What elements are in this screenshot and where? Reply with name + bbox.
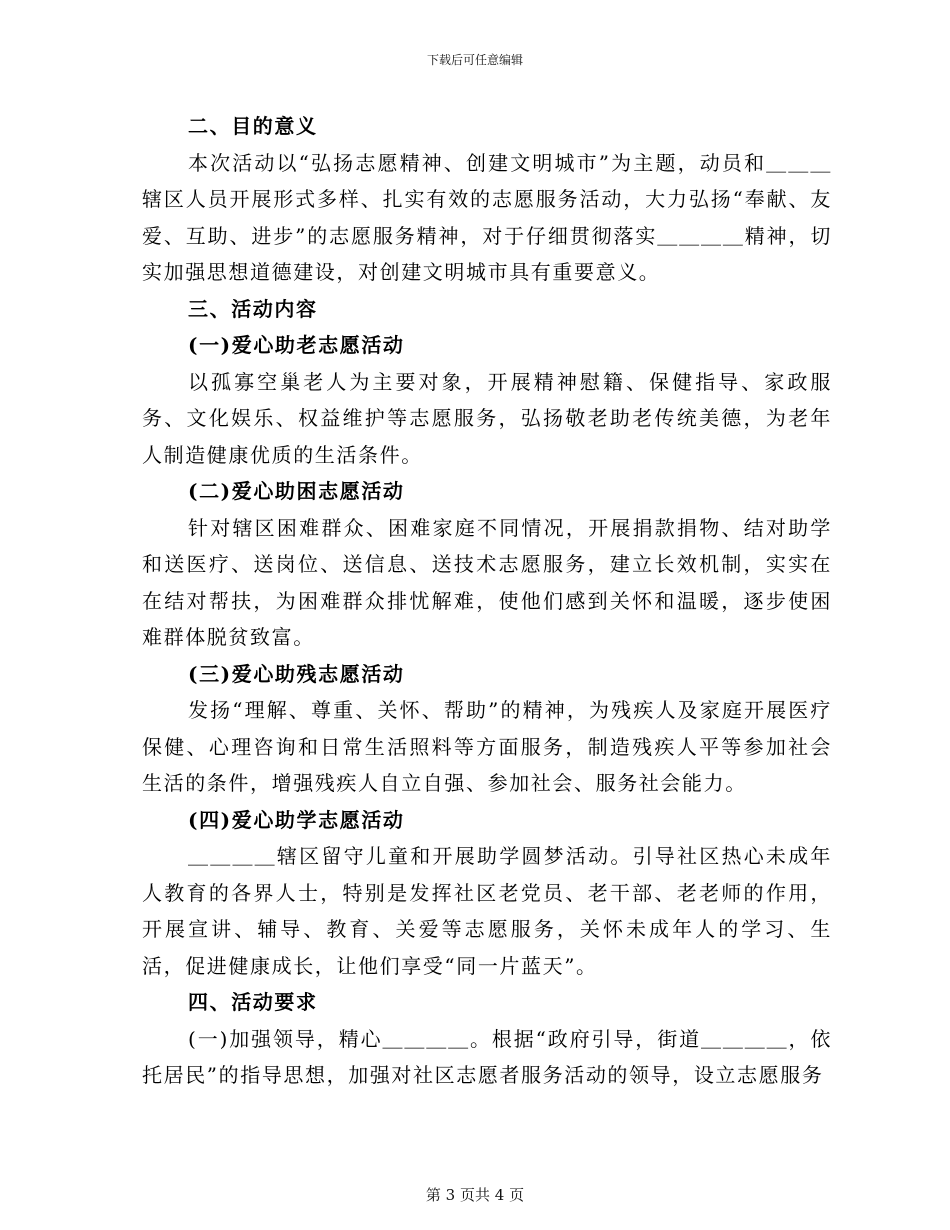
paragraph-elderly: 以孤寡空巢老人为主要对象，开展精神慰籍、保健指导、家政服务、文化娱乐、权益维护等志愿服务，弘扬敬老助老传统美德，为老年人制造健康优质的生活条件。 (142, 369, 832, 467)
section-heading-purpose: 二、目的意义 (188, 114, 318, 138)
subheading-disability: (三)爱心助残志愿活动 (188, 661, 405, 686)
section-heading-content: 三、活动内容 (188, 296, 318, 321)
subheading-poverty: (二)爱心助困志愿活动 (188, 479, 405, 503)
subheading-education: (四)爱心助学志愿活动 (188, 807, 405, 832)
paragraph-disability: 发扬“理解、尊重、关怀、帮助”的精神，为残疾人及家庭开展医疗保健、心理咨询和日常生活照料等方面服务，制造残疾人平等参加社会生活的条件，增强残疾人自立自强、参加社会、服务社会能力。 (142, 698, 832, 795)
section-heading-requirements: 四、活动要求 (188, 990, 318, 1014)
page-number: 第 3 页共 4 页 (425, 1186, 525, 1204)
subheading-elderly: (一)爱心助老志愿活动 (188, 333, 405, 357)
paragraph-poverty: 针对辖区困难群众、困难家庭不同情况，开展捐款捐物、结对助学和送医疗、送岗位、送信息、送技术志愿服务，建立长效机制，实实在在结对帮扶，为困难群众排忧解难，使他们感到关怀和温暖，逐步使困难群体脱贫致富。 (142, 515, 832, 649)
paragraph-education: ＿＿＿＿辖区留守儿童和开展助学圆梦活动。引导社区热心未成年人教育的各界人士，特别是发挥社区老党员、老干部、老老师的作用，开展宣讲、辅导、教育、关爱等志愿服务，关怀未成年人的学习、生活，促进健康成长，让他们享受“同一片蓝天”。 (142, 844, 832, 978)
paragraph-purpose: 本次活动以“弘扬志愿精神、创建文明城市”为主题，动员和＿＿＿辖区人员开展形式多样、扎实有效的志愿服务活动，大力弘扬“奉献、友爱、互助、进步”的志愿服务精神，对于仔细贯彻落实＿＿＿＿精神，切实加强思想道德建设，对创建文明城市具有重要意义。 (142, 150, 832, 284)
paragraph-requirements: (一)加强领导，精心＿＿＿＿。根据“政府引导，街道＿＿＿＿，依托居民”的指导思想，加强对社区志愿者服务活动的领导，设立志愿服务 (142, 1026, 832, 1087)
document-body (142, 108, 832, 1094)
page-header: 下载后可任意编辑 (426, 53, 523, 67)
